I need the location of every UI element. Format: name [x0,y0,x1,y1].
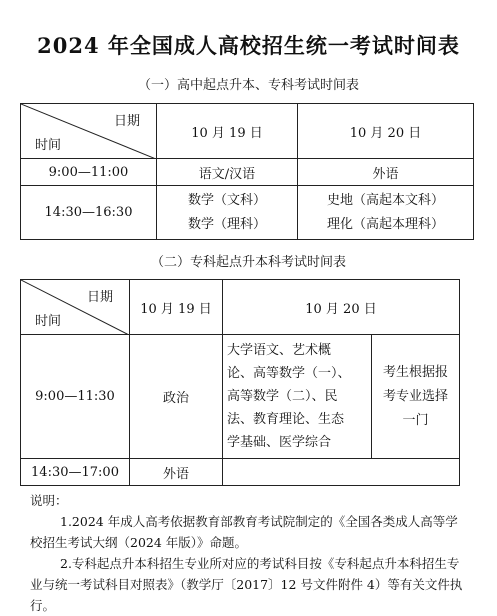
table1-date2-header: 10 月 20 日 [298,104,474,159]
subject-line: 史地（高起本文科） [326,192,444,208]
section1-heading: （一）高中起点升本、专科考试时间表 [137,78,359,93]
table2-row1-day2-subjects [223,335,372,459]
note-item-2: 2.专科起点升本科招生专业所对应的考试科目按《专科起点升本科招生专业与统一考试科目对照表》（教学厅〔2017〕12 号文件附件 4）等有关文件执行。 [30,556,463,613]
subject-line: 数学（文科） [187,192,266,208]
table1-row1-day1: 语文/汉语 [157,159,298,186]
note-line: 考专业选择 [382,388,448,404]
note-line: 考生根据报 [382,364,448,380]
table1-row1-time: 9:00—11:00 [21,159,157,186]
table2-row2-time: 14:30—17:00 [21,459,130,486]
subject-line: 论、高等数学（一）、 [227,366,351,381]
table2-date1-header: 10 月 19 日 [130,280,223,335]
table1-row2-day1 [157,186,298,240]
note-line: 一门 [402,412,429,428]
table2-row1-day2-note [372,335,460,459]
subject-line: 数学（理科） [187,216,266,232]
table2-row1-time: 9:00—11:30 [21,335,130,459]
page-title: 2024 年全国成人高校招生统一考试时间表 [37,33,460,58]
schedule-table-1 [20,103,474,240]
corner-time-label: 时间 [35,314,62,329]
subject-line: 大学语文、艺术概 [227,343,332,358]
table1-corner-cell [21,104,157,159]
subject-line: 理化（高起本理科） [326,216,444,232]
notes-label: 说明： [30,493,68,508]
notes-section [30,490,470,616]
table2-row2-day1: 外语 [130,459,223,486]
table1-row2-time: 14:30—16:30 [21,186,157,240]
table2-row2-day2 [223,459,460,486]
subject-line: 高等数学（二）、民 [227,389,338,404]
table2-corner-cell [21,280,130,335]
corner-date-label: 日期 [113,114,140,129]
corner-time-label: 时间 [35,138,62,153]
table1-date1-header: 10 月 19 日 [157,104,298,159]
section2-heading: （二）专科起点升本科考试时间表 [150,255,346,270]
table1-row1-day2: 外语 [298,159,474,186]
schedule-table-2 [20,279,460,486]
subject-line: 法、教育理论、生态 [227,412,345,427]
corner-date-label: 日期 [86,290,113,305]
note-item-1: 1.2024 年成人高考依据教育部教育考试院制定的《全国各类成人高等学校招生考试大纲（2024 年版）》命题。 [30,514,458,550]
subject-line: 学基础、医学综合 [227,435,332,450]
table1-row2-day2 [298,186,474,240]
table2-date2-header: 10 月 20 日 [223,280,460,335]
table2-row1-day1: 政治 [130,335,223,459]
